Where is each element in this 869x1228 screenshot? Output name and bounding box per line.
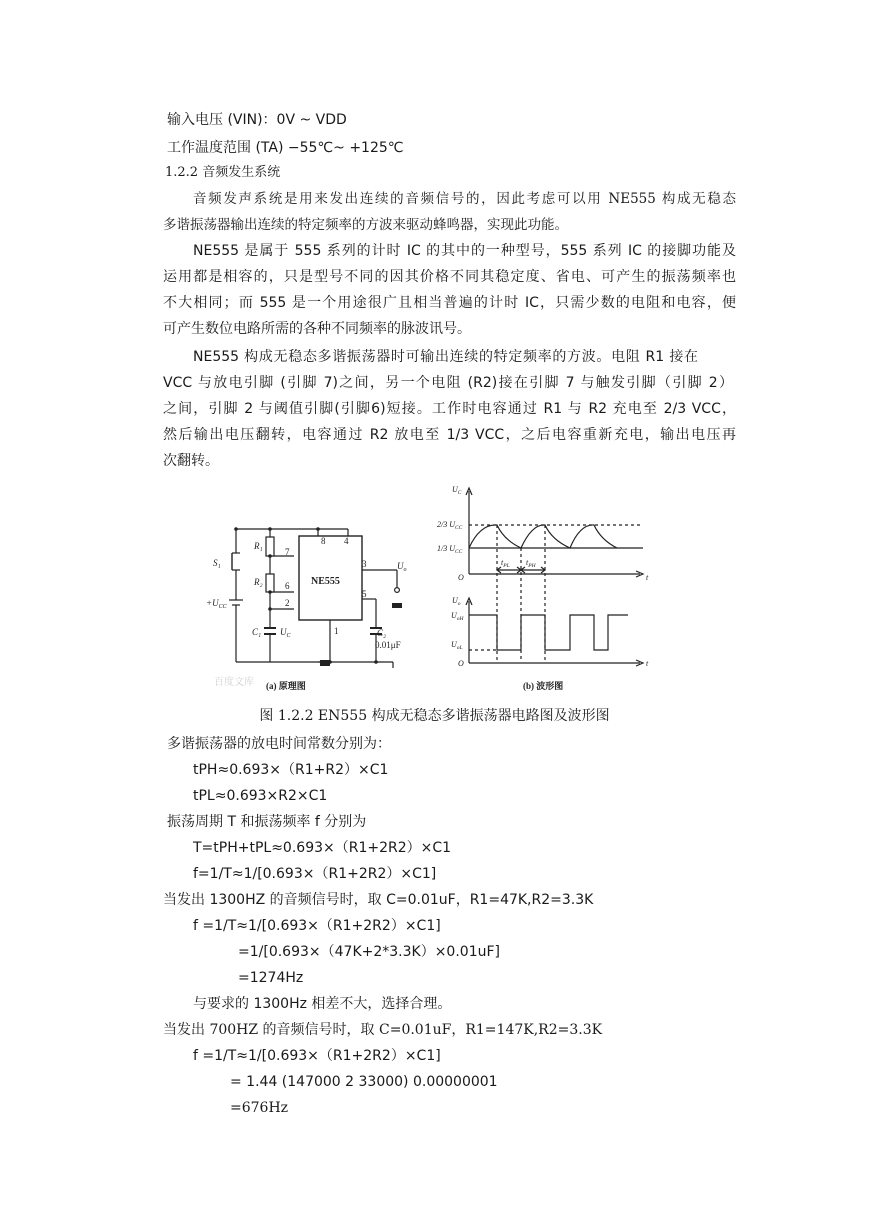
para2-line3: 不大相同；而 555 是一个用途很广且相当普遍的计时 IC，只需少数的电阻和电容，便 — [163, 295, 736, 311]
calc-1300-result: =1274Hz — [238, 970, 304, 986]
calc-1300-step2: =1/[0.693×（47K+2*3.3K）×0.01uF] — [238, 944, 500, 960]
formula-period: T=tPH+tPL≈0.693×（R1+2R2）×C1 — [193, 840, 452, 856]
wave-one-third-label: 1/3 $U_{CC}$ — [437, 544, 463, 555]
para3-line4: 然后输出电压翻转，电容通过 R2 放电至 1/3 VCC，之后电容重新充电，输出电压再 — [163, 427, 736, 443]
wave-tpl-label: $t_{PL}$ — [501, 558, 510, 569]
wave-origin-upper: O — [458, 573, 464, 582]
case-700hz: 当发出 700HZ 的音频信号时，取 C=0.01uF，R1=147K,R2=3.3K — [163, 1022, 603, 1038]
pin7-label: 7 — [285, 547, 290, 557]
wave-origin-lower: O — [458, 659, 464, 668]
para3-line3: 之间，引脚 2 与阈值引脚(引脚6)短接。工作时电容通过 R1 与 R2 充电至 2/3 VCC， — [163, 401, 736, 417]
calc-1300-conclusion: 与要求的 1300Hz 相差不大，选择合理。 — [193, 996, 452, 1012]
para3-line1: NE555 构成无稳态多谐振荡器时可输出连续的特定频率的方波。电阻 R1 接在 — [193, 349, 698, 365]
wave-tph-label: $t_{PH}$ — [526, 558, 536, 569]
wave-caption: (b) 波形图 — [523, 681, 564, 691]
pin2-label: 2 — [285, 598, 290, 608]
para1-line1: 音频发声系统是用来发出连续的音频信号的，因此考虑可以用 NE555 构成无稳态 — [193, 191, 736, 207]
figure-caption: 图 1.2.2 EN555 构成无稳态多谐振荡器电路图及波形图 — [259, 708, 610, 724]
period-intro: 振荡周期 T 和振荡频率 f 分别为 — [167, 814, 367, 830]
wave-t-upper: t — [646, 573, 649, 582]
calc-700-step2: = 1.44 (147000 2 33000) 0.00000001 — [230, 1074, 498, 1090]
calc-700-step1: f =1/T≈1/[0.693×（R1+2R2）×C1] — [193, 1048, 441, 1064]
wave-uoh-label: $U_{oH}$ — [451, 611, 464, 622]
calc-1300-step1: f =1/T≈1/[0.693×（R1+2R2）×C1] — [193, 918, 441, 934]
formula-tph: tPH≈0.693×（R1+R2）×C1 — [193, 762, 389, 778]
s1-label: S₁ — [213, 558, 221, 568]
figure-ne555 — [195, 478, 665, 696]
uc-label: $U_C$ — [280, 627, 291, 639]
pin8-label: 8 — [321, 536, 326, 546]
wave-t-lower: t — [646, 659, 649, 668]
pin3-label: 3 — [362, 559, 367, 569]
para2-line4: 可产生数位电路所需的各种不同频率的脉波讯号。 — [163, 321, 471, 337]
para2-line1: NE555 是属于 555 系列的计时 IC 的其中的一种型号，555 系列 IC 的接脚功能及 — [193, 243, 736, 259]
circuit-caption: (a) 原理图 — [266, 681, 306, 691]
section-title: 1.2.2 音频发生系统 — [165, 165, 281, 180]
r1-label: R₁ — [254, 541, 263, 551]
para3-line2: VCC 与放电引脚 (引脚 7)之间，另一个电阻 (R2)接在引脚 7 与触发引脚（引脚 2） — [163, 375, 733, 391]
formula-tpl: tPL≈0.693×R2×C1 — [193, 788, 328, 804]
pin5-label: 5 — [362, 589, 367, 599]
formula-frequency: f=1/T≈1/[0.693×（R1+2R2）×C1] — [193, 866, 437, 882]
wave-uc-label: $U_C$ — [452, 485, 462, 496]
para2-line2: 运用都是相容的，只是型号不同的因其价格不同其稳定度、省电、可产生的振荡频率也 — [163, 269, 736, 285]
para3-line5: 次翻转。 — [163, 453, 219, 469]
formula-intro: 多谐振荡器的放电时间常数分别为： — [167, 736, 391, 752]
wave-uo-label: $U_o$ — [452, 596, 461, 607]
c2-label: C₂ — [377, 628, 387, 638]
temp-line: 工作温度范围 (TA) −55℃~ +125℃ — [167, 140, 404, 156]
pin6-label: 6 — [285, 581, 290, 591]
c2-value: 0.01μF — [375, 640, 401, 650]
case-1300hz: 当发出 1300HZ 的音频信号时，取 C=0.01uF，R1=47K,R2=3.3K — [163, 892, 594, 908]
uo-label: $U_o$ — [397, 561, 407, 573]
wave-uol-label: $U_{oL}$ — [451, 640, 463, 651]
vcc-label: $+U_{CC}$ — [206, 598, 227, 610]
pin1-label: 1 — [334, 626, 339, 636]
chip-label: NE555 — [311, 576, 340, 587]
r2-label: R₂ — [254, 577, 263, 587]
calc-700-result: =676Hz — [230, 1100, 289, 1116]
vin-line: 输入电压 (VIN)：0V ~ VDD — [167, 112, 347, 128]
wave-two-thirds-label: 2/3 $U_{CC}$ — [437, 520, 463, 531]
c1-label: C₁ — [252, 627, 262, 637]
watermark-text: 百度文库 — [214, 677, 254, 688]
pin4-label: 4 — [344, 536, 349, 546]
para1-line2: 多谐振荡器输出连续的特定频率的方波来驱动蜂鸣器，实现此功能。 — [163, 217, 568, 233]
